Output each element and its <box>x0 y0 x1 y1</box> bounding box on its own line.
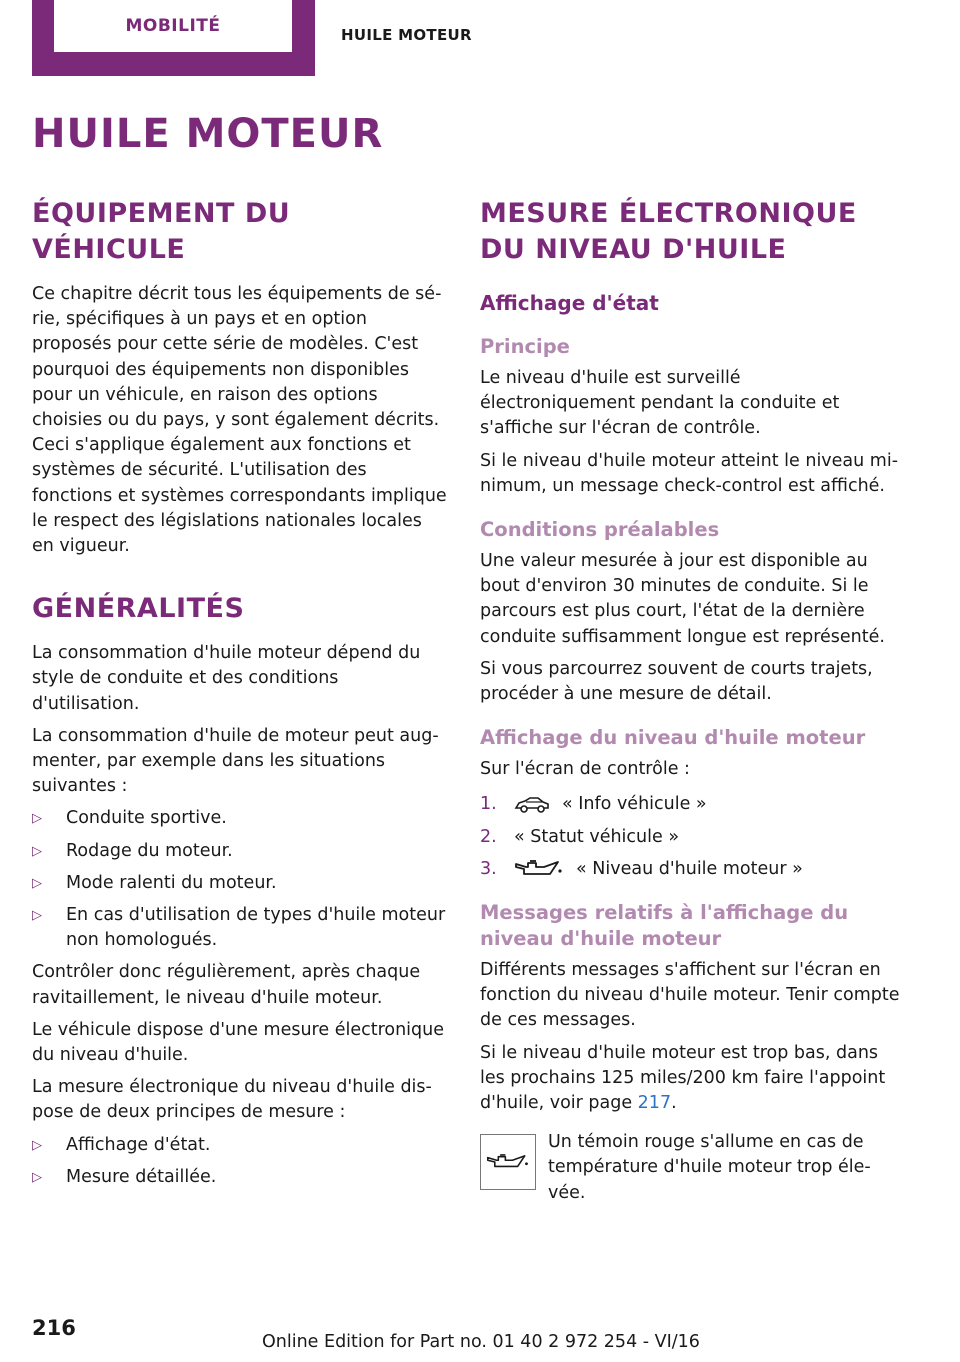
step-text: « Niveau d'huile moteur » <box>576 858 803 879</box>
triangle-bullet-icon: ▷ <box>32 908 42 924</box>
display-paragraph: Sur l'écran de contrôle : <box>480 759 690 780</box>
page-link[interactable]: 217 <box>637 1093 672 1114</box>
equipment-text: Ce chapitre décrit tous les équipements de série, spécifiques à un pays et en option proposés pour cette série de modèles. C'est pourquoi des équipements non disponibles pour un véhicule, en raison des options choisies ou du pays, y sont également décrits. Ceci s'applique également aux fonctions et systèmes de sécurité. L'utilisation des fonctions et systèmes correspondants implique le respect des législations nationales locales en vigueur. <box>32 284 447 557</box>
chapter-label: MOBILITÉ <box>125 16 221 36</box>
messages-paragraph <box>480 1041 900 1117</box>
general-paragraph: La mesure électronique du niveau d'huile dispose de deux principes de mesure : <box>32 1077 432 1123</box>
warning-note <box>480 1130 900 1206</box>
status-display-heading: Affichage d'état <box>480 291 659 315</box>
conditions-paragraph: Si vous parcourrez souvent de courts trajets, procéder à une mesure de détail. <box>480 658 873 705</box>
note-text: Un témoin rouge s'allume en cas de température d'huile moteur trop élevée. <box>548 1132 871 1203</box>
step-text: « Statut véhicule » <box>514 826 680 847</box>
general-paragraph: Le véhicule dispose d'une mesure électronique du niveau d'huile. <box>32 1019 445 1066</box>
consumption-list <box>32 806 448 953</box>
list-item-text: Mode ralenti du moteur. <box>66 872 277 893</box>
display-steps <box>480 792 900 882</box>
list-item <box>32 903 448 953</box>
page-number: 216 <box>32 1316 76 1340</box>
list-item <box>32 1133 448 1158</box>
oil-warning-icon <box>480 1134 536 1190</box>
measurement-principles-list <box>32 1133 448 1190</box>
messages-text-end: . <box>671 1093 677 1114</box>
triangle-bullet-icon: ▷ <box>32 1137 42 1153</box>
list-item-text: En cas d'utilisation de types d'huile moteur non homologués. <box>66 905 446 951</box>
step-item <box>480 857 900 882</box>
principle-paragraph: Le niveau d'huile est surveillé électroniquement pendant la conduite et s'affiche sur l'écran de contrôle. <box>480 368 840 439</box>
step-item <box>480 825 900 850</box>
triangle-bullet-icon: ▷ <box>32 843 42 859</box>
header-chapter-tab-inner <box>54 0 292 52</box>
display-heading: Affichage du niveau d'huile moteur <box>480 726 866 750</box>
list-item <box>32 839 448 864</box>
list-item-text: Mesure détaillée. <box>66 1166 217 1187</box>
messages-heading: Messages relatifs à l'affichage du niveau d'huile moteur <box>480 901 849 951</box>
principle-heading: Principe <box>480 335 570 358</box>
general-paragraph: Contrôler donc régulièrement, après chaque ravitaillement, le niveau d'huile moteur. <box>32 962 421 1008</box>
triangle-bullet-icon: ▷ <box>32 1169 42 1185</box>
conditions-paragraph: Une valeur mesurée à jour est disponible au bout d'environ 30 minutes de conduite. Si le parcours est plus court, l'état de la dernière conduite suffisamment longue est représenté. <box>480 551 885 647</box>
messages-paragraph: Différents messages s'affichent sur l'écran en fonction du niveau d'huile moteur. Tenir compte de ces messages. <box>480 960 900 1031</box>
list-item <box>32 871 448 896</box>
list-item <box>32 1165 448 1190</box>
triangle-bullet-icon: ▷ <box>32 811 42 827</box>
equipment-heading: ÉQUIPEMENT DU VÉHICULE <box>32 198 291 265</box>
triangle-bullet-icon: ▷ <box>32 875 42 891</box>
step-number: 3. <box>480 858 497 879</box>
step-text: « Info véhicule » <box>562 794 707 815</box>
general-heading: GÉNÉRALITÉS <box>32 593 245 625</box>
step-number: 2. <box>480 826 497 847</box>
general-paragraph: La consommation d'huile de moteur peut augmenter, par exemple dans les situations suivantes : <box>32 725 439 797</box>
page-title: HUILE MOTEUR <box>32 111 384 157</box>
step-number: 1. <box>480 794 497 815</box>
list-item-text: Conduite sportive. <box>66 808 227 829</box>
car-icon <box>514 795 550 815</box>
section-label: HUILE MOTEUR <box>341 26 472 44</box>
step-item <box>480 792 900 817</box>
oil-can-icon <box>514 858 564 880</box>
edition-footer: Online Edition for Part no. 01 40 2 972 254 - VI/16 <box>262 1332 700 1352</box>
list-item-text: Affichage d'état. <box>66 1134 211 1155</box>
electronic-measure-heading: MESURE ÉLECTRONIQUE DU NIVEAU D'HUILE <box>480 198 857 265</box>
list-item <box>32 806 448 831</box>
list-item-text: Rodage du moteur. <box>66 840 233 861</box>
principle-paragraph: Si le niveau d'huile moteur atteint le niveau minimum, un message check-control est affiché. <box>480 450 899 496</box>
left-column <box>32 196 448 1197</box>
header-chapter-tab <box>32 0 315 76</box>
general-paragraph: La consommation d'huile moteur dépend du style de conduite et des conditions d'utilisation. <box>32 643 421 714</box>
right-column <box>480 196 900 1206</box>
messages-text: Si le niveau d'huile moteur est trop bas, dans les prochains 125 miles/200 km faire l'appoint d'huile, voir page <box>480 1042 886 1114</box>
conditions-heading: Conditions préalables <box>480 518 720 542</box>
